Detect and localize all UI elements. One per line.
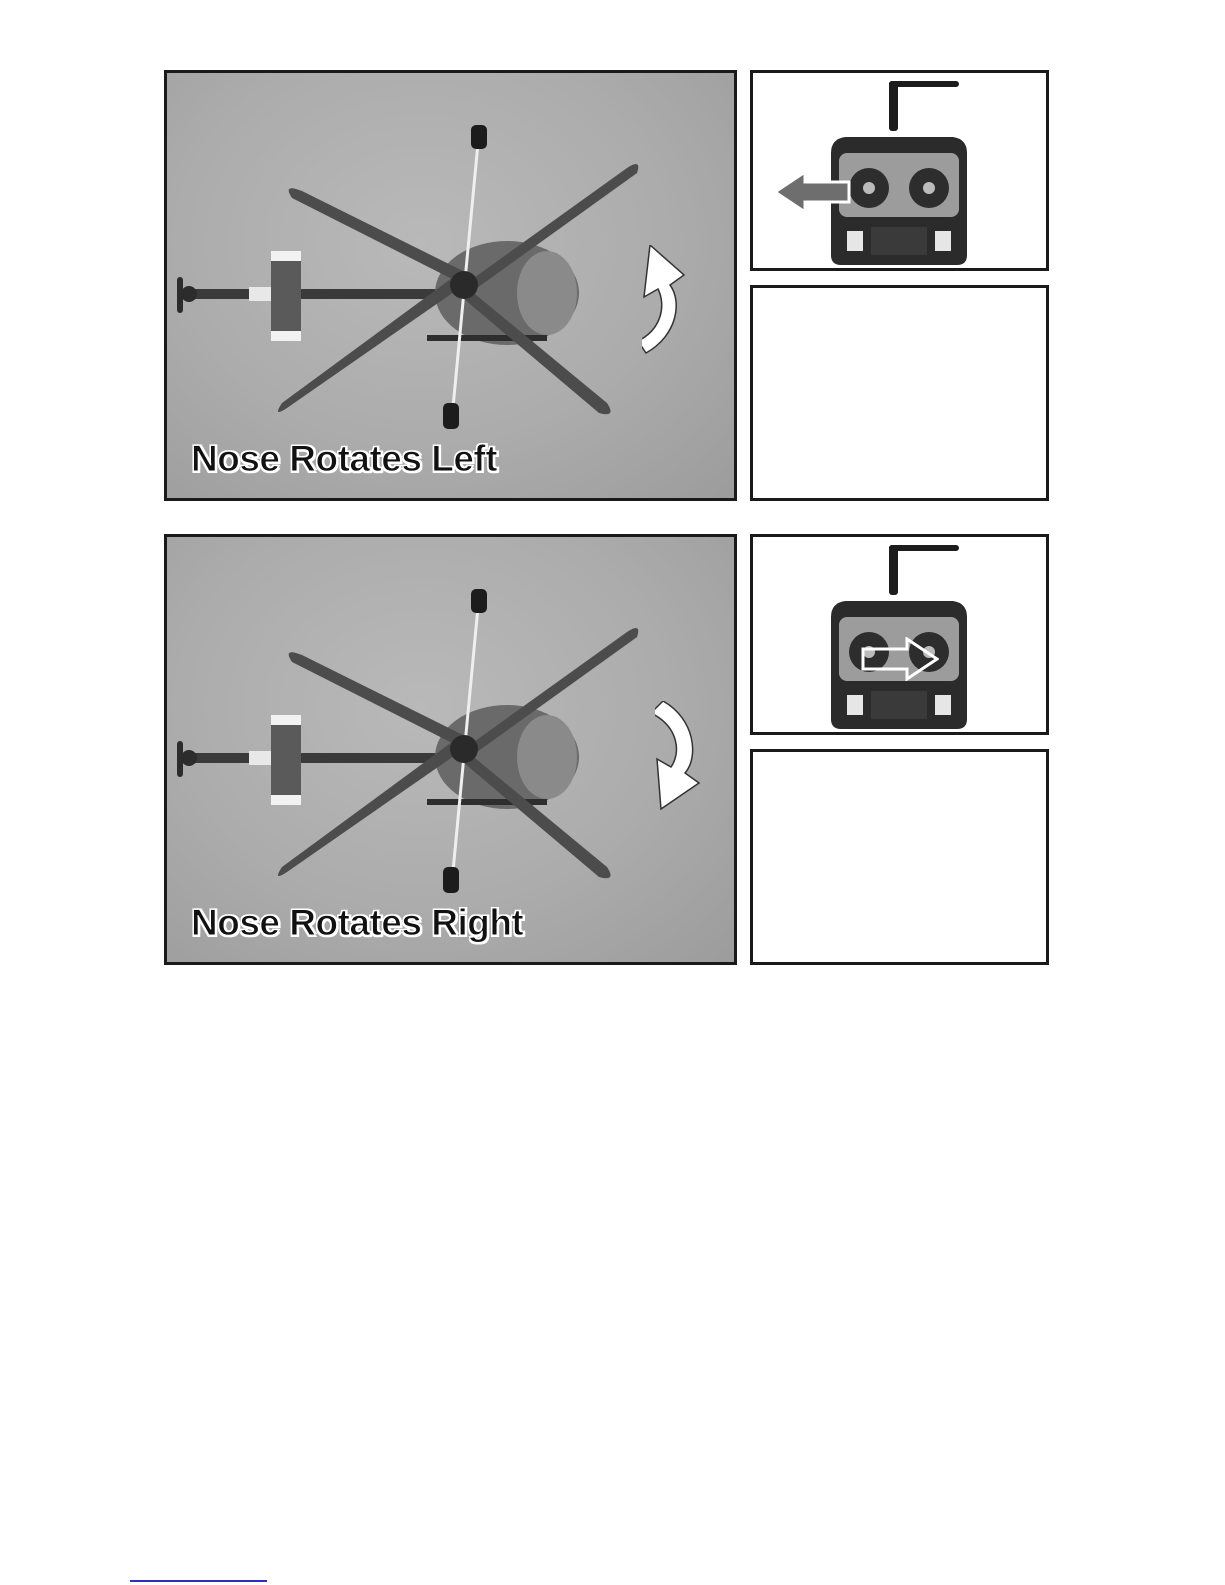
helicopter-photo-left: [164, 70, 737, 501]
helicopter-top-view-icon: [167, 537, 734, 962]
transmitter-box-right: [750, 534, 1049, 735]
panel-caption: Nose Rotates Left: [191, 438, 498, 479]
text-box-left: [750, 285, 1049, 501]
footer-rule: [130, 1580, 267, 1582]
text-box-right: [750, 749, 1049, 965]
stick-direction-arrow-icon: [859, 637, 939, 681]
panel-caption: Nose Rotates Right: [191, 902, 524, 943]
stick-direction-arrow-icon: [773, 170, 853, 214]
helicopter-photo-right: [164, 534, 737, 965]
curved-rotation-arrow-icon: [655, 701, 715, 813]
transmitter-box-left: [750, 70, 1049, 271]
curved-rotation-arrow-icon: [642, 245, 702, 357]
remote-transmitter-icon: [753, 537, 1046, 732]
